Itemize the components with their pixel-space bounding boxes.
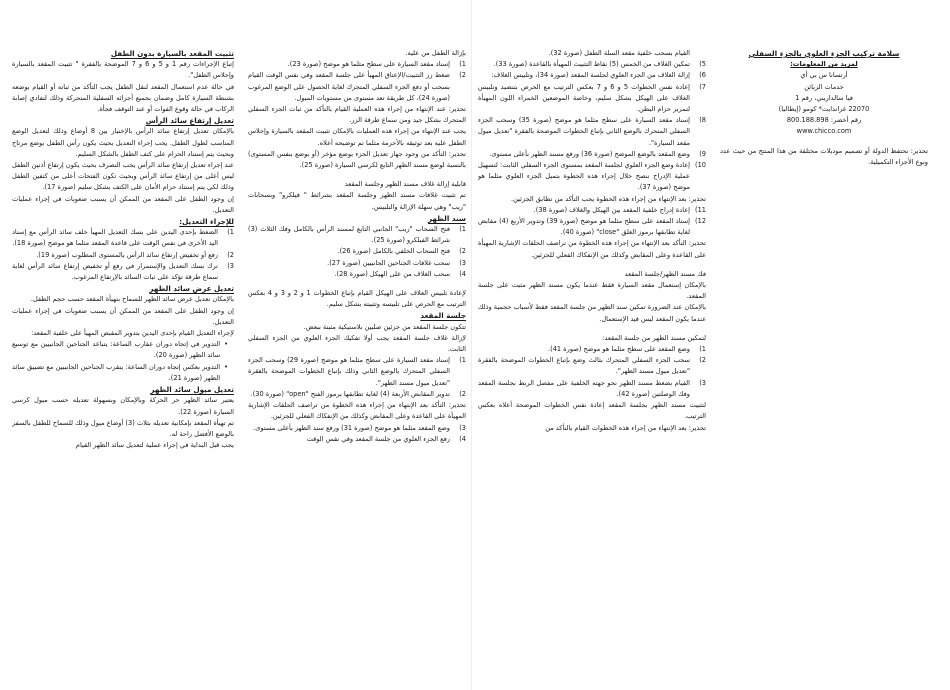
list-item: 2) رفع أو تخفيض إرتفاع سائد الرأس بالمستوى المطلوب (صورة 19). [36,250,234,259]
list-item: 3) القيام بضغط مسند الظهر نحو جهته الخلفية على مفصل الربط بجلسة المقعد وفك الوصلتين (صورة 42). [478,378,706,398]
list-item: 3) وضع المقعد مثلما هو موضح (صورة 31) ورفع سند الظهر بأعلى مستوى. [253,423,466,432]
paragraph: عند إجراء تعديل إرتفاع سائد الرأس يجب التصرف بحيث يكون إرتفاع أذنين الطفل ليس أعلى من إرتفاع سائد الرأس وبحيث تكون الفتحات أعلى من كتفين الطفل وذلك لكي يتم إستناد حزام الأمان على الكتف بشكل سليم (صورة 17). [12,161,234,192]
list-item: 1) الضغط بإحدى اليدين على بسك التعديل المهيأ خلف سائد الرأس مع إسناد اليد الأخرى في نفس الوقت على قاعدة المقعد مثلما هو موضح (صورة 18). [12,228,234,248]
list-item: 2) فتح السحاب الخلفي بالكامل (صورة 26). [337,247,466,256]
info-line: فيا سالداريني، رقم 1 [795,93,853,102]
paragraph: إتباع الإجراءات رقم 1 و 5 و 6 و 7 الموضحة بالفقرة " تثبيت المقعد بالسيارة وإجلاس الطفل". [12,60,234,80]
website-link[interactable]: www.chicco.com [796,127,852,136]
section-heading: تعديل إرتفاع سائد الرأس [145,116,234,126]
paragraph: يجب قبل البداية في إجراء عملية لتعديل سائد الظهر القيام [75,441,234,450]
list-item: 1) فتح السحاب "زيب" الجانبي التابع لمسند الرأس بالكامل وفك الثلاث (3) شرائط الفيلكرو (صورة 25). [248,225,466,245]
column-3 [248,48,466,683]
list-item: 3) سحب غلافات الجناحين الجانبيين (صورة 27). [327,258,466,267]
paragraph: لإجراء التعديل القيام بإحدى اليدين بتدوير المقبض المهيأ على خلفية المقعد: [31,329,234,338]
list-item: 10) إعادة وضع الجزء العلوي لجلسة المقعد بمستوى الجزء السفلي الثابت: لتسهيل عملية الإدراج ننصح خلال إجراء هذه الخطوة بتميل الجزء العلوي مثلما هو موضح (صورة 37). [478,161,706,192]
paragraph: تم تهيأة المقعد بإمكانية تعديله بثلاث (3) أوضاع ميول وذلك للسماح للطفل بالسفر بالوضع الأفضل راحة له. [12,418,234,438]
info-line: رقم أخضر: 800.188.898 [786,116,862,125]
list-item: 2) تدوير المقابض الأربعة (4) لغاية تطابقها برموز الفتح "open" (صورة 30). [250,389,466,398]
assembly-title: سلامة تركيب الجزء العلوي بالجزء السفلي [748,49,900,58]
list-item: 11) إعادة إدراج خلفية المقعد بين الهيكل والغلاف (صورة 38). [533,205,706,214]
info-heading: لمزيد من المعلومات: [790,60,858,69]
paragraph: إن وجود الطفل على المقعد من الممكن أن يسبب صعوبات في إجراء عمليات التعديل. [12,194,234,214]
paragraph: في حالة عدم استعمال المقعد لنقل الطفل يجب التأكد من ثباته أو القيام بوضعه بشنطة السيارة كامل وضمان بجميع أجزائه السفلية المتحركة وذلك لتفادي إصابة الركاب في حالة وقوع الفوات أو عند التوقف فجأة. [12,82,234,114]
paragraph: لإزالة غلاف جلسة المقعد يجب أولا تفكيك الجزء العلوي من الجزء السفلي الثابت. [248,333,466,354]
list-item: 9) وضع المقعد بالوضع الموضح (صورة 36) ورفع مسند الظهر بأعلى مستوى. [489,149,706,158]
list-item: 2) ضغط زر التثبيت/الإعتاق المهيأ على جلسة المقعد وفي نفس الوقت القيام بسحب أو دفع الجزء السفلي المتحرك لغاية الحصول على الوضع المرغوب (صورة 24)، كل طريقة تعد مستوى من مستويات الميول. [248,71,466,102]
fold-line [471,0,472,690]
warning-text: تحذير: بعد الإنتهاء من إجراء هذه الخطوة يجب التأكد من تطابق الجزئين. [511,194,706,203]
bullet-item: • التدوير في إتجاه دوران عقارب الساعة: يتباعد الجناحين الجانبيين مع توسيع سائد الظهر (صورة 20). [12,340,228,360]
list-item: 1) إسناد مقعد السيارة على سطح مثلما هو موضح (صورة 29) وسحب الجزء السفلي المتحرك بالوضع الثاني وذلك بإتباع الخطوات الموضحة بالفقرة "تعديل ميول مسند الظهر". [248,356,466,387]
list-item: 4) رفع الجزء العلوي من جلسة المقعد وفي نفس الوقت [306,434,466,443]
section-heading: تعديل ميول سائد الظهر [150,385,234,395]
paragraph: تتكون جلسة المقعد من جزئين صلبين بلاستيكية مثبتة ببعض. [303,322,466,331]
list-item: 3) ترك بسك التعديل والإستمرار في رفع أو تخفيض إرتفاع سائد الرأس لغاية سماع طرقة تؤكد على ثبات السائد بالإرتفاع المرغوب. [12,261,234,282]
paragraph: بالإمكان تعديل عرض سائد الظهر للسماح بتهيأة المقعد حسب حجم الطفل. [30,295,234,304]
warning-text: تحذير: التأكد بعد الإنتهاء من إجراء هذه الخطوة من تراصف الحلقات الإشارية المهيأة على القاعدة وعلى المقابض وكذلك من الإنفكاك الفعلي للجزئين. [478,239,706,259]
list-item: 8) إسناد مقعد السيارة على سطح مثلما هو موضح (صورة 35) وسحب الجزء السفلي المتحرك بالوضع الثاني بإتباع الخطوات الموضحة بالفقرة "تعديل ميول مقعد السيارة". [478,116,706,147]
list-item: 1) وضع المقعد على سطح مثلما هو موضح (صورة 41). [548,345,706,354]
list-item: 6) إزالة الغلاف من الجزء العلوي لجلسة المقعد (صورة 34)، وتلبيس الغلاف: [491,71,706,80]
paragraph: يعتبر سائد الظهر حر الحركة وبالإمكان وبسهولة تعديله حسب ميول كرسي السيارة (صورة 22). [12,396,234,416]
paragraph: يجب عند الإنتهاء من إجراء هذه العمليات بالإمكان تثبيت المقعد بالسيارة وإجلاس الطفل عليه بعد توثيقه بالأحزمة مثلما تم توضيحه أعلاه. [248,127,466,147]
column-1 [720,48,928,683]
column-2 [478,48,706,683]
section-heading: تعديل عرض سائد الظهر [149,284,234,294]
subheading: لتمكين مسند الظهر من جلسة المقعد: [602,333,706,342]
bullet-item: • التدوير بعكس إتجاه دوران الساعة: يتقرب الجناحين الجانبيين مع تضييق سائد الظهر (صورة 21). [12,362,228,382]
section-heading: سند الظهر [427,213,466,223]
list-item: 2) سحب الجزء السفلي المتحرك بثالث وضع بإتباع الخطوات الموضحة بالفقرة "تعديل ميول مسند الظهر". [478,356,706,376]
paragraph: لتثبيت مسند الظهر بجلسة المقعد إعادة نفس الخطوات الموضحة أعلاه بعكس الترتيب. [478,401,706,421]
section-intro: فك مسند الظهر/جلسة المقعد [624,269,706,278]
list-item: القيام بسحب خلفية مقعد السلة الطفل (صورة 32). [548,49,690,57]
warning-text: تحذير: عند الإنتهاء من إجراء هذه العملية القيام بالتأكد من ثبات الجزء السفلي المتحرك بشكل جيد ومن سماع طرقة الزر. [248,105,466,125]
list-item: 1) إسناد مقعد السيارة على سطح مثلما هو موضح (صورة 23). [287,60,466,69]
paragraph: لإعادة تلبيس الغلاف على الهيكل القيام بإتباع الخطوات 1 و 2 و 3 و 4 بعكس الترتيب مع الحرص على تلبيسه وتثبيته بشكل سليم. [248,289,466,309]
section-heading: جلسة المقعد [420,311,466,321]
section-heading: تثبيت المقعد بالسيارة بدون الطفل [110,49,234,58]
warning-text: تحذير: التأكد بعد الإنتهاء من إجراء هذه الخطوة من تراصف الحلقات الإشارية المهيأة على القاعدة وعلى المقابض وكذلك من الإنفكاك الفعلي للجزئين. [248,401,466,421]
info-line: 22070 غراندايت* كومو (إيطاليا) [778,105,870,114]
paragraph: بإزالة الطفل من عليه. [405,49,466,57]
variation-note: تحذير: تحتفظ الدولة أو تصميم موديلات مختلفة من هذا المنتج من حيث عدد ونوع الأجزاء التكميلية. [720,146,928,166]
column-4 [12,48,234,683]
list-item: 4) سحب الغلاف من على الهيكل (صورة 28). [334,269,466,278]
section-intro: قابلية إزالة غلاف مسند الظهر وجلسة المقعد [344,180,466,189]
info-line: أرتسانا س بي أي [800,71,848,80]
paragraph: بالإمكان عند الضرورة تمكين سند الظهر من جلسة المقعد فقط لأسباب حجمية وذلك عندما يكون المقعد ليس قيد الإستعمال. [478,303,706,323]
paragraph: بالإمكان تعديل إرتفاع سائد الرأس بالإختيار بين 8 أوضاع وذلك لتعديل الوضع المناسب لطول الطفل. يجب إجراء التعديل بحيث يكون رأس الطفل بوضع مرتاح وبحيث يتم إستناد الحزام على كتف الطفل بالشكل السليم. [12,127,234,158]
list-item: 12) إسناد المقعد على سطح مثلما هو موضح (صورة 39) وتدوير الأربع (4) مقابض لغاية تطابقها برموز الغلق "close" (صورة 40). [478,217,706,237]
paragraph: تم تثبيت غلافات مسند الظهر وجلسة المقعد بشرائط " فيلكرو" وبسحابات "زيب" وهي سهلة الإزالة والتلبيس. [248,191,466,211]
warning-text: تحذير: بعد الإنتهاء من إجراء هذه الخطوات القيام بالتأكد من [545,423,706,432]
list-item: 7) إعادة نفس الخطوات 5 و 6 و 7 بعكس الترتيب مع الحرص بتنضيد وتلبيس الغلاف على الهيكل بشكل سليم، وخاصة الموضعين الخمراء اللون المهيأة لتمرير حزام البطن. [478,82,706,114]
info-line: خدمات الزبائن [804,82,844,91]
paragraph: بالإمكان إستعمال مقعد السيارة فقط عندما يكون مسند الظهر مثبت على جلسة المقعد. [478,281,706,301]
section-heading: للإجراء التعديل: [179,217,234,227]
list-item: 5) تمكين الغلاف من الخمس (5) نقاط التثبيت المهيأة بالقاعدة (صورة 33). [493,60,706,69]
paragraph: إن وجود الطفل على المقعد من الممكن أن يسبب صعوبات في إجراء عمليات التعديل. [12,306,234,326]
warning-text: تحذير: التأكد من وجود جهاز تعديل الجزء بوضع مؤخر (أو بوضع بنفس المستوى) بالنسبة لوضع مسند الظهر التابع لكرسي السيارة (صورة 25). [248,149,466,170]
